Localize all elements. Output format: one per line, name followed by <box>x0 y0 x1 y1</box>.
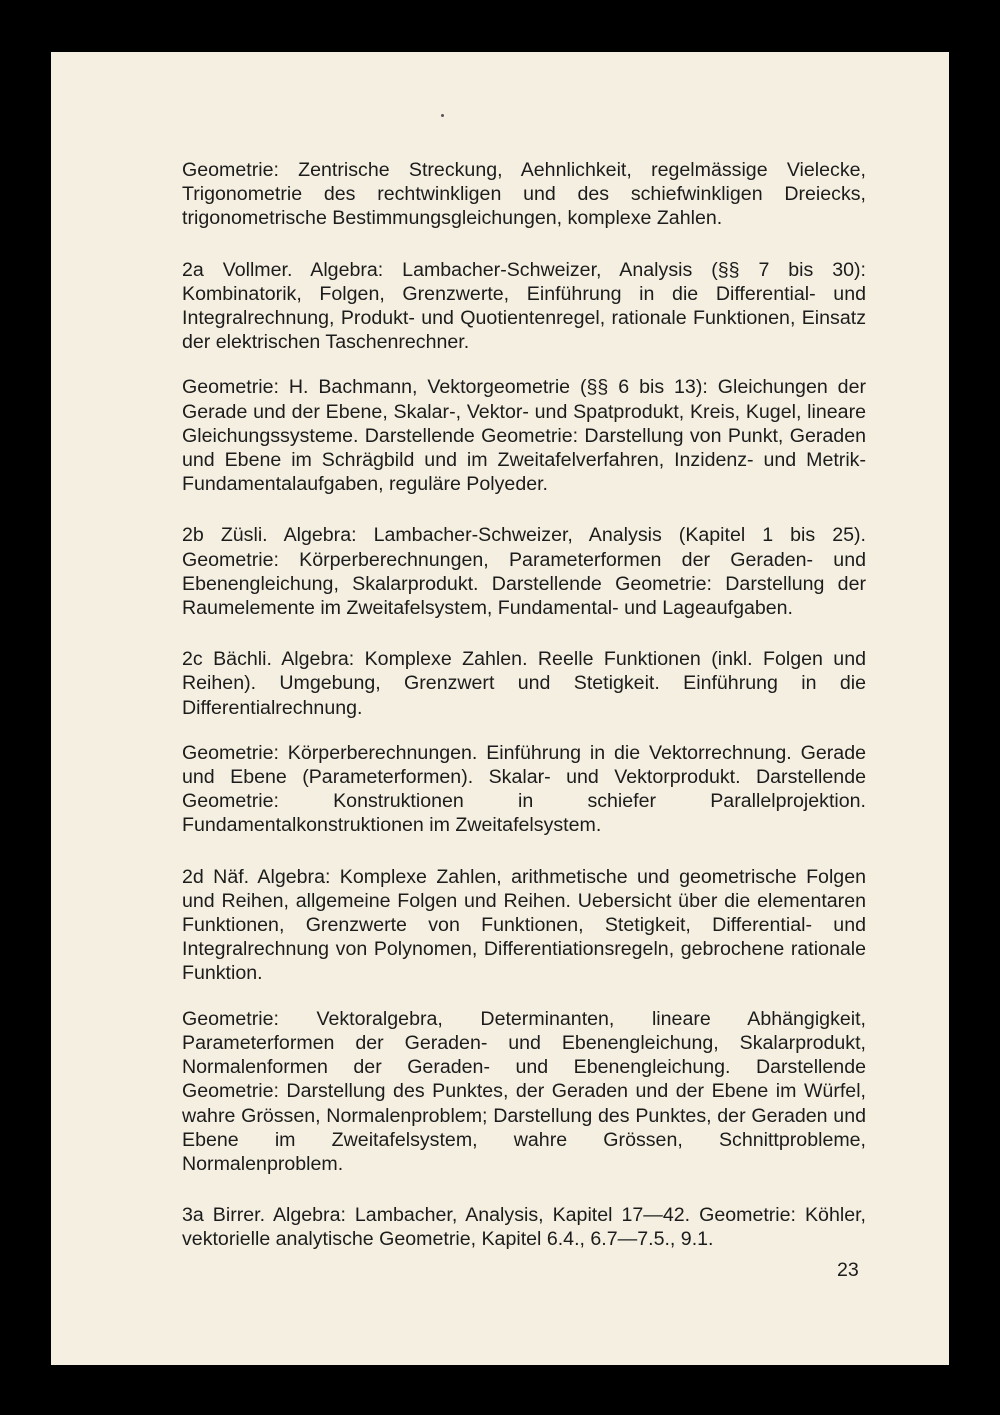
paragraph-2d-naef: 2d Näf. Algebra: Komplexe Zahlen, arithmetische und geometrische Folgen und Reihen, allgemeine Folgen und Reihen. Uebersicht über die elementaren Funktionen, Grenzwerte von Funktionen, Stetigkeit, Differential- und Integralrechnung von Polynomen, Differentiationsregeln, gebrochene rationale Funktion. <box>182 865 866 985</box>
paragraph-2a-geometrie: Geometrie: H. Bachmann, Vektorgeometrie (§§ 6 bis 13): Gleichungen der Gerade und der Ebene, Skalar-, Vektor- und Spatprodukt, Kreis, Kugel, lineare Gleichungssysteme. Darstellende Geometrie: Darstellung von Punkt, Geraden und Ebene im Schrägbild und im Zweitafelverfahren, Inzidenz- und Metrik-Fundamentalaufgaben, reguläre Polyeder. <box>182 376 866 496</box>
paragraph-3a-birrer: 3a Birrer. Algebra: Lambacher, Analysis, Kapitel 17—42. Geometrie: Köhler, vektorielle analytische Geometrie, Kapitel 6.4., 6.7—7.5., 9.1. <box>182 1204 866 1251</box>
document-body <box>182 158 866 1252</box>
paragraph-2c-baechli: 2c Bächli. Algebra: Komplexe Zahlen. Reelle Funktionen (inkl. Folgen und Reihen). Umgebung, Grenzwert und Stetigkeit. Einführung in die Differentialrechnung. <box>182 648 866 719</box>
paragraph-geometrie-1: Geometrie: Zentrische Streckung, Aehnlichkeit, regelmässige Vielecke, Trigonometrie des rechtwinkligen und des schiefwinkligen Dreiecks, trigonometrische Bestimmungsgleichungen, komplexe Zahlen. <box>182 159 866 230</box>
paragraph-2c-geometrie: Geometrie: Körperberechnungen. Einführung in die Vektorrechnung. Gerade und Ebene (Parameterformen). Skalar- und Vektorprodukt. Darstellende Geometrie: Konstruktionen in schiefer Parallelprojektion. Fundamentalkonstruktionen im Zweitafelsystem. <box>182 741 866 837</box>
paragraph-2a-vollmer: 2a Vollmer. Algebra: Lambacher-Schweizer, Analysis (§§ 7 bis 30): Kombinatorik, Folgen, Grenzwerte, Einführung in die Differential- und Integralrechnung, Produkt- und Quotientenregel, rationale Funktionen, Einsatz der elektrischen Taschenrechner. <box>182 258 866 354</box>
page-number: 23 <box>837 1259 859 1281</box>
document-page <box>51 52 949 1365</box>
paragraph-2b-zuesli: 2b Züsli. Algebra: Lambacher-Schweizer, Analysis (Kapitel 1 bis 25). Geometrie: Körperberechnungen, Parameterformen der Geraden- und Ebenengleichung, Skalarprodukt. Darstellende Geometrie: Darstellung der Raumelemente im Zweitafelsystem, Fundamental- und Lageaufgaben. <box>182 524 866 620</box>
paper-speck <box>441 114 444 117</box>
paragraph-2d-geometrie: Geometrie: Vektoralgebra, Determinanten, lineare Abhängigkeit, Parameterformen der Geraden- und Ebenengleichung, Skalarprodukt, Normalenformen der Geraden- und Ebenengleichung. Darstellende Geometrie: Darstellung des Punktes, der Geraden und der Ebene im Würfel, wahre Grössen, Normalenproblem; Darstellung des Punktes, der Geraden und Ebene im Zweitafelsystem, wahre Grössen, Schnittprobleme, Normalenproblem. <box>182 1007 866 1175</box>
